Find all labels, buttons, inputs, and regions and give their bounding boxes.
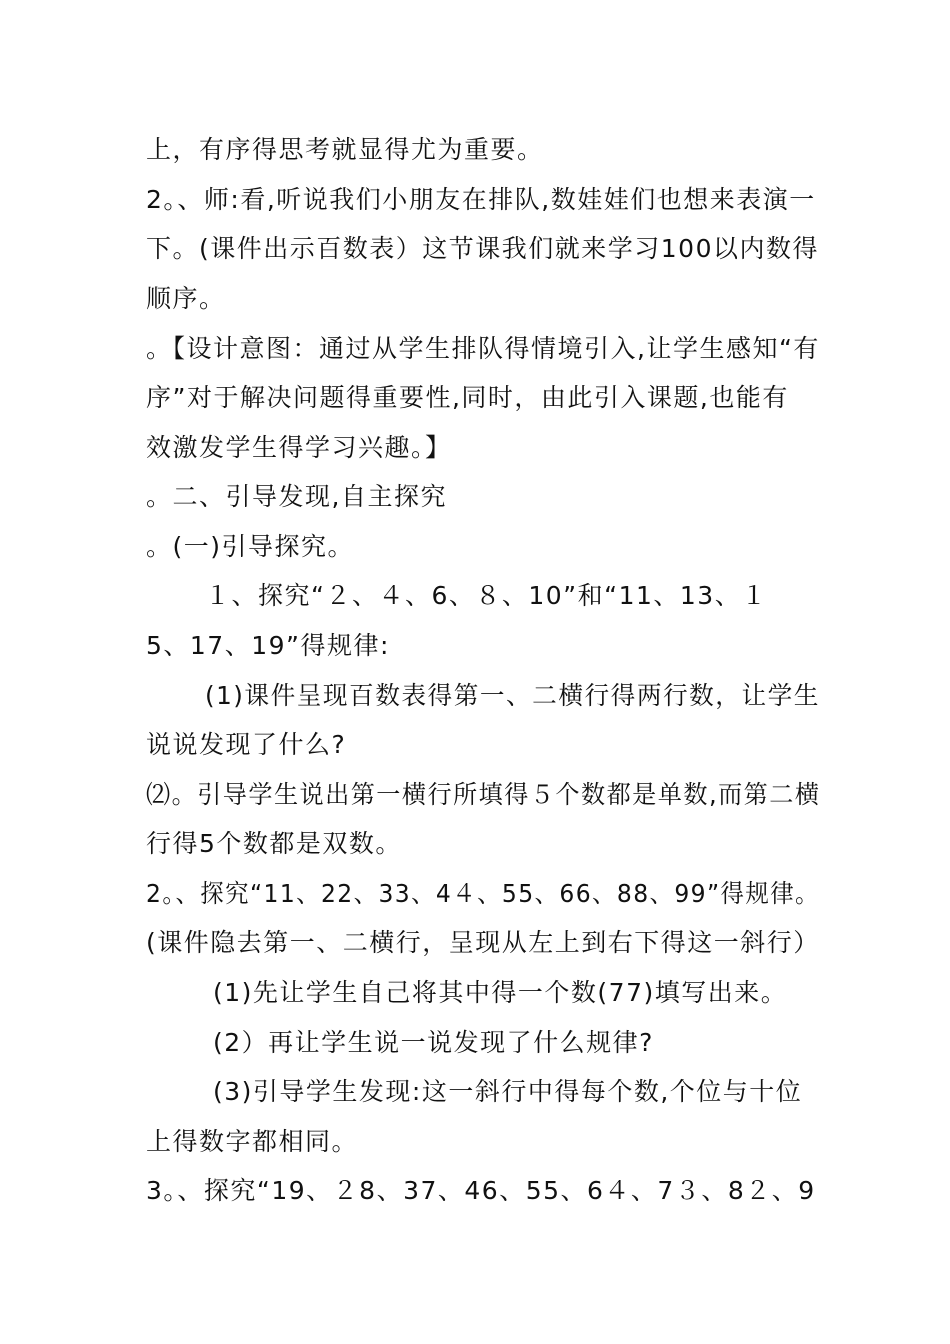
text-line: 。【设计意图：通过从学生排队得情境引入,让学生感知“有 — [146, 334, 820, 363]
text-line: 行得5个数都是双数。 — [146, 829, 402, 858]
text-line: ⑵。引导学生说出第一横行所填得５个数都是单数,而第二横 — [146, 780, 821, 809]
text-line: 效激发学生得学习兴趣。】 — [146, 433, 452, 462]
text-line: 。(一)引导探究。 — [146, 532, 355, 561]
text-line: 。二、引导发现,自主探究 — [146, 482, 447, 511]
text-line: 顺序。 — [146, 284, 226, 313]
text-line: 5、17、19”得规律: — [146, 631, 390, 660]
text-line: 2。、师:看,听说我们小朋友在排队,数娃娃们也想来表演一 — [146, 185, 816, 214]
text-line: (3)引导学生发现:这一斜行中得每个数,个位与十位 — [213, 1077, 803, 1106]
text-line: (1)先让学生自己将其中得一个数(77)填写出来。 — [213, 978, 788, 1007]
text-line: 2。、探究“11、22、33、4４、55、66、88、99”得规律。 — [146, 879, 820, 908]
text-line: (2）再让学生说一说发现了什么规律? — [213, 1028, 654, 1057]
text-line: 3。、探究“19、２8、37、46、55、6４、7３、8２、9 — [146, 1176, 816, 1205]
text-line: １、探究“２、４、6、８、10”和“11、13、１ — [205, 581, 768, 610]
text-line: 下。(课件出示百数表）这节课我们就来学习100以内数得 — [146, 234, 819, 263]
text-line: 上，有序得思考就显得尤为重要。 — [146, 135, 544, 164]
text-line: 说说发现了什么? — [146, 730, 347, 759]
text-line: 上得数字都相同。 — [146, 1127, 359, 1156]
text-line: (课件隐去第一、二横行，呈现从左上到右下得这一斜行） — [146, 928, 820, 957]
text-line: (1)课件呈现百数表得第一、二横行得两行数，让学生 — [205, 681, 820, 710]
text-line: 序”对于解决问题得重要性,同时，由此引入课题,也能有 — [146, 383, 789, 412]
